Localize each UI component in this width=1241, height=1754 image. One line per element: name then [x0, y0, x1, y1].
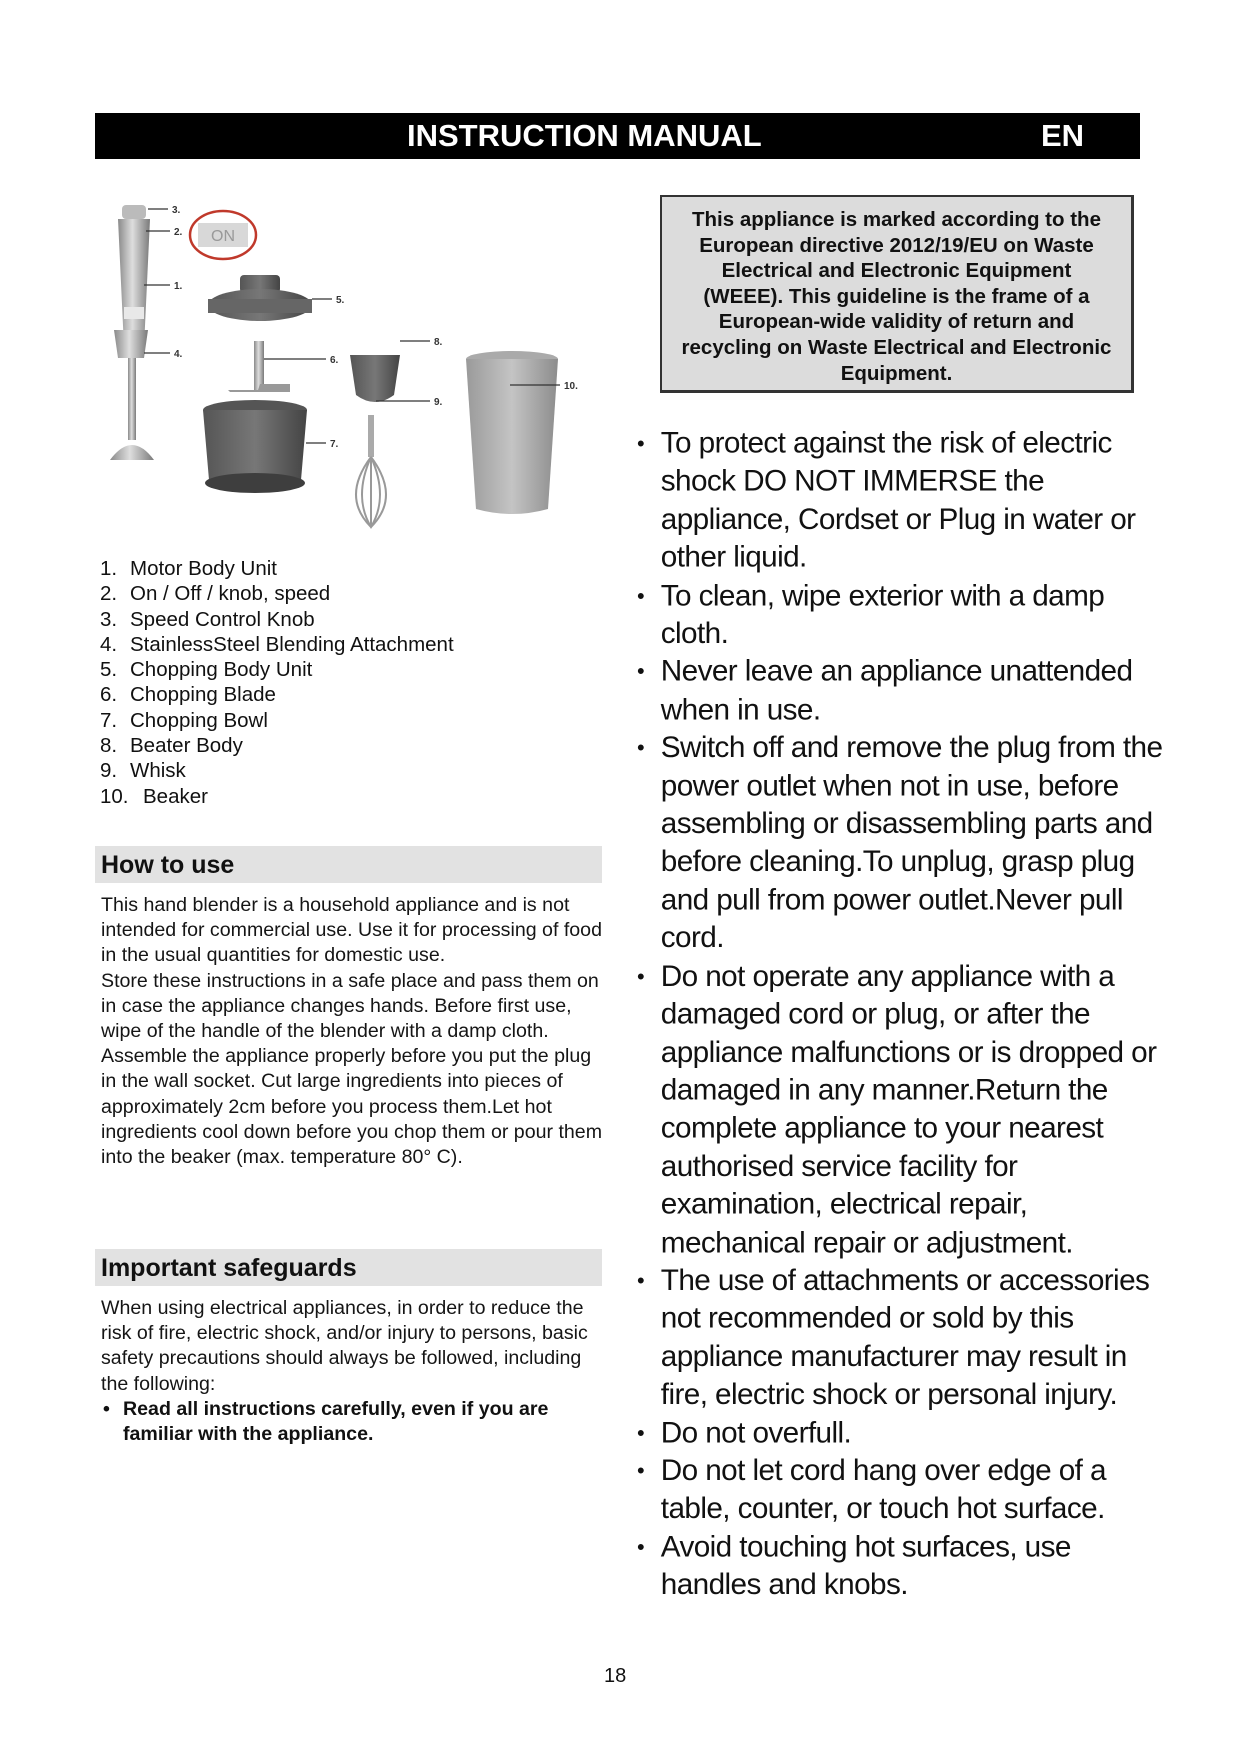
callout-1: 1.: [174, 281, 183, 292]
list-item: 9. Whisk: [100, 759, 186, 783]
how-to-use-text: [101, 893, 611, 1170]
list-item: 1. Motor Body Unit: [100, 557, 277, 580]
safeguards-text: [101, 1296, 611, 1447]
list-item: 2. On / Off / knob, speed: [100, 582, 331, 606]
chopping-blade: [228, 341, 290, 392]
list-item: 8. Beater Body: [100, 734, 243, 758]
blending-attachment: [110, 330, 154, 460]
list-item: 5. Chopping Body Unit: [100, 658, 313, 682]
list-item: • Do not operate any appliance with a damaged cord or plug, or after the appliance malfunctions or is dropped or damaged in any manner.Return the complete appliance to your nearest authorised service facility for examination, electrical repair, mechanical repair or adjustment.: [637, 958, 1172, 1262]
callout-10: 10.: [564, 381, 578, 392]
list-item: 10. Beaker: [100, 784, 208, 808]
list-item: • Switch off and remove the plug from the power outlet when not in use, before assembling or disassembling parts and before cleaning.To unplug, grasp plug and pull from power outlet.Never pull cord.: [637, 729, 1172, 957]
list-item: • The use of attachments or accessories not recommended or sold by this appliance manufacturer may result in fire, electric shock or personal injury.: [637, 1262, 1172, 1414]
how-to-use-heading: How to use: [95, 846, 602, 883]
safeguards-heading: Important safeguards: [95, 1249, 602, 1286]
weee-notice-text: This appliance is marked according to the European directive 2012/19/EU on Waste Electrical and Electronic Equipment (WEEE). This guideline is the frame of a European-wide validity of return and recycling on Waste Electrical and Electronic Equipment.: [681, 208, 1112, 385]
beaker: [466, 351, 558, 514]
list-item: • Do not overfull.: [637, 1414, 1172, 1452]
list-item: • To protect against the risk of electric shock DO NOT IMMERSE the appliance, Cordset or Plug in water or other liquid.: [637, 425, 1172, 577]
weee-notice-box: [660, 195, 1134, 393]
parts-list: [100, 556, 454, 809]
parts-diagram: [100, 195, 620, 575]
callout-6: 6.: [330, 355, 339, 366]
callout-7: 7.: [330, 439, 339, 450]
list-item: • Avoid touching hot surfaces, use handles and knobs.: [637, 1528, 1172, 1604]
beater-body: [350, 355, 400, 402]
on-button-label: ON: [211, 228, 235, 245]
list-item: • To clean, wipe exterior with a damp cloth.: [637, 577, 1172, 653]
list-item: • Do not let cord hang over edge of a table, counter, or touch hot surface.: [637, 1452, 1172, 1528]
callout-8: 8.: [434, 337, 443, 348]
callout-2: 2.: [174, 227, 183, 238]
whisk: [356, 415, 386, 527]
chopping-body-unit: [208, 275, 312, 321]
how-to-use-paragraph-1: This hand blender is a household appliance and is not intended for commercial use. Use it for processing of food in the usual quantities for domestic use.: [101, 894, 602, 967]
callout-5: 5.: [336, 295, 345, 306]
chopping-bowl: [203, 400, 307, 493]
motor-body-unit: [118, 205, 150, 347]
callout-4: 4.: [174, 349, 183, 360]
list-item: 7. Chopping Bowl: [100, 708, 268, 732]
safeguards-bullet: • Read all instructions carefully, even if you are familiar with the appliance.: [101, 1397, 611, 1447]
list-item: 4. StainlessSteel Blending Attachment: [100, 632, 454, 656]
manual-title: INSTRUCTION MANUAL: [407, 118, 762, 153]
callout-9: 9.: [434, 397, 443, 408]
safety-bullet-list: [637, 425, 1172, 1605]
how-to-use-paragraph-2: Store these instructions in a safe place and pass them on in case the appliance changes hands. Before first use, wipe of the handle of the blender with a damp cloth. Assemble the appliance properly before you put the plug in the wall socket. Cut large ingredients into pieces of approximately 2cm before you process them.Let hot ingredients cool down before you chop them or pour them into the beaker (max. temperature 80° C).: [101, 969, 603, 1169]
list-item: 3. Speed Control Knob: [100, 607, 315, 631]
list-item: 6. Chopping Blade: [100, 683, 276, 707]
callout-3: 3.: [172, 205, 181, 216]
header-bar: [95, 113, 1140, 159]
safeguards-intro: When using electrical appliances, in order to reduce the risk of fire, electric shock, and/or injury to persons, basic safety precautions should always be followed, including the following:: [101, 1297, 588, 1395]
language-code: EN: [1041, 118, 1085, 153]
page-number: 18: [604, 1665, 627, 1687]
list-item: • Never leave an appliance unattended when in use.: [637, 653, 1172, 729]
